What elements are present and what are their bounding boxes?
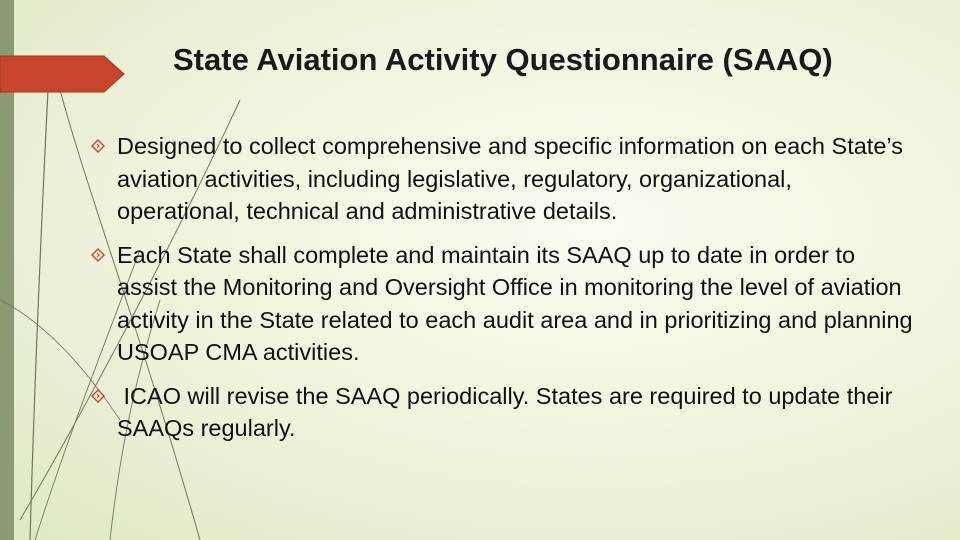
bullet-list: [91, 130, 921, 456]
bullet-item: [91, 380, 921, 445]
diamond-bullet-icon: [91, 389, 105, 403]
diamond-bullet-icon: [91, 248, 105, 262]
bullet-text: Each State shall complete and maintain its SAAQ up to date in order to assist the Monitoring and Oversight Office in monitoring the level of aviation activity in the State related to each audit area and in prioritizing and planning USOAP CMA activities.: [117, 241, 913, 365]
slide-title: State Aviation Activity Questionnaire (SAAQ): [173, 42, 833, 77]
red-arrow-shape: [0, 52, 130, 96]
bullet-item: [91, 239, 921, 369]
bullet-text: ICAO will revise the SAAQ periodically. States are required to update their SAAQs regularly.: [117, 382, 899, 441]
bullet-text: Designed to collect comprehensive and specific information on each State’s aviation activities, including legislative, regulatory, organizational, operational, technical and administrative details.: [117, 133, 903, 224]
diamond-bullet-icon: [91, 139, 105, 153]
bullet-item: [91, 130, 921, 228]
